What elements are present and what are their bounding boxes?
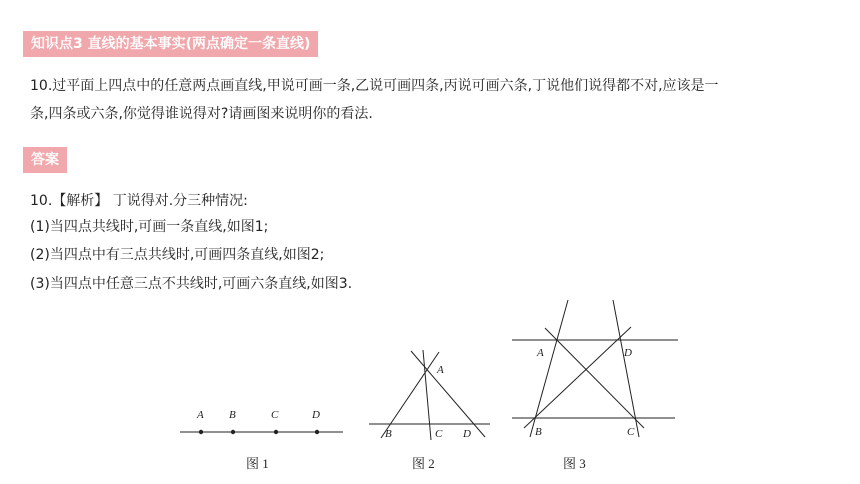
- fig3-label-a: A: [537, 347, 544, 359]
- fig1-point-a-dot: [199, 430, 203, 434]
- answer-line-1: 10.【解析】 丁说得对.分三种情况:: [30, 193, 248, 209]
- fig3-label-d: D: [624, 347, 632, 359]
- fig3-line-dc: [613, 300, 639, 437]
- answer-tag: 答案: [23, 147, 67, 173]
- fig3-label-c: C: [627, 426, 635, 438]
- fig1-label-c: C: [271, 409, 279, 421]
- answer-line-4: (3)当四点中任意三点不共线时,可画六条直线,如图3.: [30, 276, 353, 292]
- fig2-label-a: A: [437, 364, 444, 376]
- fig3-line-bd: [524, 327, 631, 428]
- fig1-caption: 图 1: [246, 456, 269, 471]
- fig1-point-d-dot: [315, 430, 319, 434]
- fig1-label-b: B: [229, 409, 236, 421]
- answer-line-3: (2)当四点中有三点共线时,可画四条直线,如图2;: [30, 247, 325, 263]
- fig3-label-b: B: [535, 426, 542, 438]
- fig1-label-d: D: [312, 409, 320, 421]
- fig2-label-d: D: [463, 428, 471, 440]
- fig1-point-c-dot: [274, 430, 278, 434]
- fig2-label-c: C: [435, 428, 443, 440]
- fig1-point-b-dot: [231, 430, 235, 434]
- figure-3: [512, 300, 678, 471]
- fig3-caption: 图 3: [563, 456, 586, 471]
- figure-2: [369, 350, 490, 471]
- figure-1: [180, 409, 343, 471]
- fig2-line-ab: [381, 352, 439, 438]
- topic-tag: 知识点3 直线的基本事实(两点确定一条直线): [23, 31, 318, 57]
- fig2-label-b: B: [385, 428, 392, 440]
- answer-line-2: (1)当四点共线时,可画一条直线,如图1;: [30, 219, 269, 235]
- fig2-caption: 图 2: [412, 456, 435, 471]
- fig3-line-ac: [545, 328, 644, 428]
- fig2-line-ac: [423, 350, 431, 440]
- fig1-label-a: A: [197, 409, 204, 421]
- question-line-1: 10.过平面上四点中的任意两点画直线,甲说可画一条,乙说可画四条,丙说可画六条,丁说他们说得都不对,应该是一: [30, 78, 719, 94]
- question-line-2: 条,四条或六条,你觉得谁说得对?请画图来说明你的看法.: [30, 106, 373, 122]
